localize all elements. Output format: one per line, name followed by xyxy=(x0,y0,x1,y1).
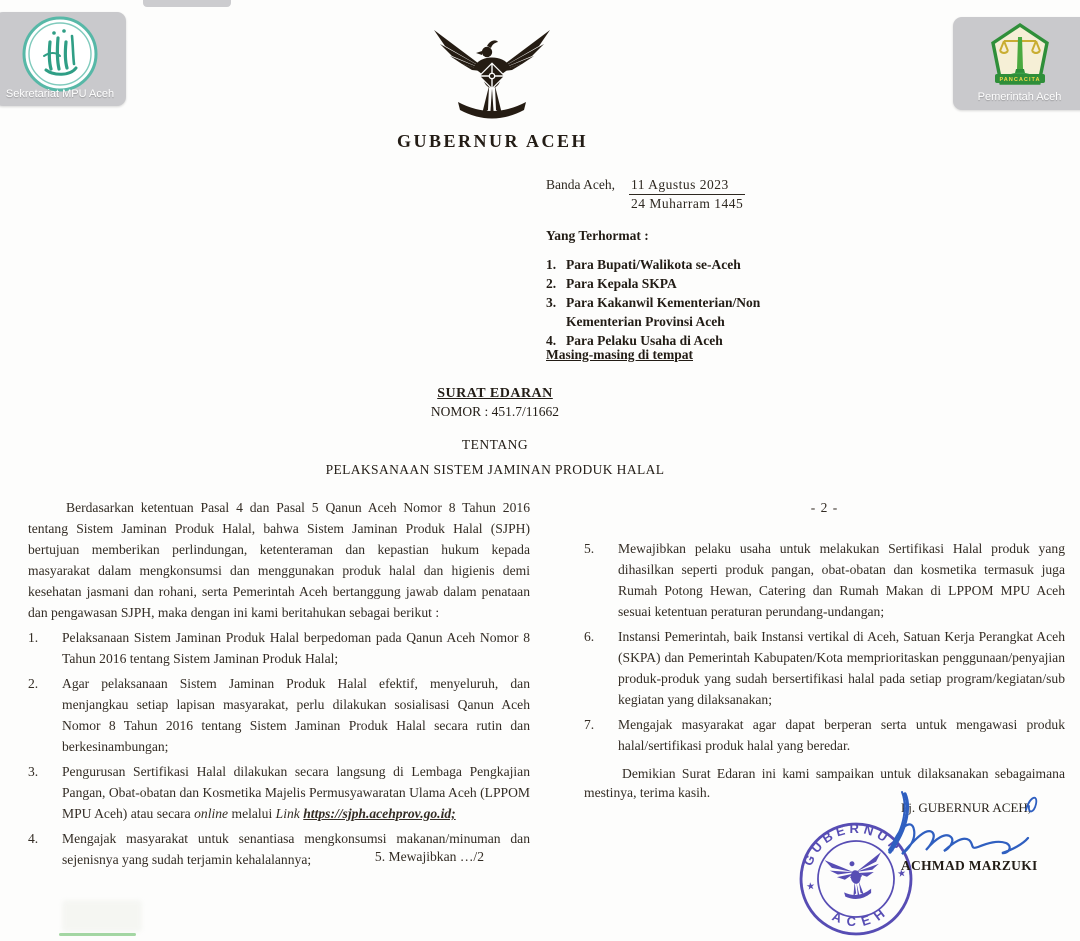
svg-text:ACEH: ACEH xyxy=(830,901,893,930)
faint-watermark xyxy=(62,900,142,932)
item-text: Pelaksanaan Sistem Jaminan Produk Halal berpedoman pada Qanun Aceh Nomor 8 Tahun 2016 tentang Sistem Jaminan Produk Halal; xyxy=(62,630,530,666)
signer-title: Pj. GUBERNUR ACEH, xyxy=(901,800,1032,815)
list-item-2 xyxy=(28,673,530,757)
item-num: 4. xyxy=(28,831,39,846)
item-text xyxy=(62,761,530,824)
item-text: Mengajak masyarakat agar dapat berperan serta untuk mengawasi produk halal/sertifikasi produk halal yang beredar. xyxy=(618,717,1065,753)
svg-text:GUBERNUR: GUBERNUR xyxy=(800,820,906,868)
handwritten-signature xyxy=(860,780,1070,880)
date-gregorian: 11 Agustus 2023 xyxy=(629,177,745,195)
recipient-num: 2. xyxy=(546,276,557,291)
sjph-url: https://sjph.acehprov.go.id; xyxy=(303,806,456,821)
item-text: Agar pelaksanaan Sistem Jaminan Produk Halal efektif, menyeluruh, dan menjangkau setiap lapisan masyarakat, perlu dilakukan sosialisasi Qanun Aceh Nomor 8 Tahun 2016 tentang Sistem Jaminan Produk Halal secara rutin dan berkesinambungan; xyxy=(62,676,530,754)
page-number: - 2 - xyxy=(810,500,839,515)
date-place: Banda Aceh, xyxy=(546,177,615,192)
list-item-6 xyxy=(584,626,1065,710)
cropped-badge-remnant xyxy=(143,0,231,7)
recipient-num: 4. xyxy=(546,333,557,348)
date-hijri: 24 Muharram 1445 xyxy=(630,196,744,211)
signer-name: ACHMAD MARZUKI xyxy=(901,858,1038,873)
list-item-1 xyxy=(28,627,530,669)
item3-text: Pengurusan Sertifikasi Halal dilakukan secara langsung di Lembaga Pengkajian Pangan, Obat-obatan dan Kosmetika Majelis Permusyawaratan Ulama Aceh (LPPOM MPU Aceh) atau secara xyxy=(62,764,530,821)
item-text: Mengajak masyarakat untuk senantiasa mengkonsumsi makanan/minuman dan sejenisnya yang sudah terjamin kehalalannya; xyxy=(62,831,530,867)
item-text: Instansi Pemerintah, baik Instansi vertikal di Aceh, Satuan Kerja Perangkat Aceh (SKPA) dan Pemerintah Kabupaten/Kota memprioritaskan penggunaan/penyajian produk-produk yang sudah bersertifikasi halal pada setiap program/kegiatan/sub kegiatan yang dilaksanakan; xyxy=(618,629,1065,707)
mpu-aceh-badge xyxy=(0,12,126,106)
pemerintah-aceh-badge xyxy=(953,17,1080,110)
recipient-text: Para Kepala SKPA xyxy=(566,276,677,291)
recipient-item xyxy=(546,293,796,331)
page-continuation-marker: 5. Mewajibkan …/2 xyxy=(374,849,484,864)
about-label: TENTANG xyxy=(461,437,529,452)
svg-text:★: ★ xyxy=(896,868,907,881)
recipient-num: 3. xyxy=(546,295,557,310)
recipient-num: 1. xyxy=(546,257,557,272)
date-block xyxy=(546,177,745,212)
recipient-item xyxy=(546,274,796,293)
list-item-3 xyxy=(28,761,530,824)
recipient-text: Para Bupati/Walikota se-Aceh xyxy=(566,257,741,272)
salutation: Yang Terhormat : xyxy=(546,228,649,243)
recipient-text: Para Kakanwil Kementerian/Non Kementerian Provinsi Aceh xyxy=(566,295,761,329)
item3-online: online xyxy=(194,806,229,821)
item-num: 5. xyxy=(584,541,595,556)
document-type: SURAT EDARAN xyxy=(437,386,553,401)
item-text: Mewajibkan pelaku usaha untuk melakukan Sertifikasi Halal produk yang dihasilkan seperti produk pangan, obat-obatan dan kosmetika termasuk juga Rumah Potong Hewan, Catering dan Rumah Makan di LPPOM MPU Aceh sesuai ketentuan peraturan perundang-undangan; xyxy=(618,541,1065,619)
item-num: 6. xyxy=(584,629,595,644)
svg-text:★: ★ xyxy=(805,880,816,893)
footer-green-line xyxy=(59,933,136,936)
item-num: 2. xyxy=(28,676,39,691)
item3-link-label: Link xyxy=(275,806,304,821)
recipient-text: Para Pelaku Usaha di Aceh xyxy=(566,333,723,348)
page1-column xyxy=(28,497,530,870)
list-item-7 xyxy=(584,714,1065,756)
document-number: NOMOR : 451.7/11662 xyxy=(430,404,560,419)
item-num: 1. xyxy=(28,630,39,645)
subject-block xyxy=(330,386,660,453)
document-subject: PELAKSANAAN SISTEM JAMINAN PRODUK HALAL xyxy=(325,462,665,477)
item-num: 3. xyxy=(28,764,39,779)
pemerintah-badge-caption: Pemerintah Aceh xyxy=(977,91,1062,103)
svg-text:PANCACITA: PANCACITA xyxy=(999,77,1041,83)
garuda-pancasila-emblem-icon xyxy=(432,26,552,128)
item3-text: melalui xyxy=(228,806,276,821)
recipient-item xyxy=(546,255,796,274)
recipients-footer: Masing-masing di tempat xyxy=(546,347,694,362)
page2-column xyxy=(584,497,1065,802)
letterhead-title: GUBERNUR ACEH xyxy=(396,131,589,151)
item-num: 7. xyxy=(584,717,595,732)
mpu-badge-caption: Sekretariat MPU Aceh xyxy=(5,88,115,100)
list-item-5 xyxy=(584,538,1065,622)
opening-paragraph: Berdasarkan ketentuan Pasal 4 dan Pasal 5 Qanun Aceh Nomor 8 Tahun 2016 tentang Sistem Jaminan Produk Halal, bahwa Sistem Jaminan Produk Halal (SJPH) bertujuan memberikan perlindungan, ketenteraman dan kepastian hukum kepada masyarakat dalam mengkonsumsi dan menggunakan produk halal dan higienis demi kesehatan jasmani dan rohani, serta Pemerintah Aceh bertanggung jawab dalam penataan dan pengawasan SJPH, maka dengan ini kami beritahukan sebagai berikut : xyxy=(28,500,530,620)
recipient-list xyxy=(546,255,796,350)
closing-paragraph: Demikian Surat Edaran ini kami sampaikan untuk dilaksanakan sebagaimana mestinya, terima kasih. xyxy=(584,766,1065,800)
dual-calendar-date xyxy=(629,177,745,212)
